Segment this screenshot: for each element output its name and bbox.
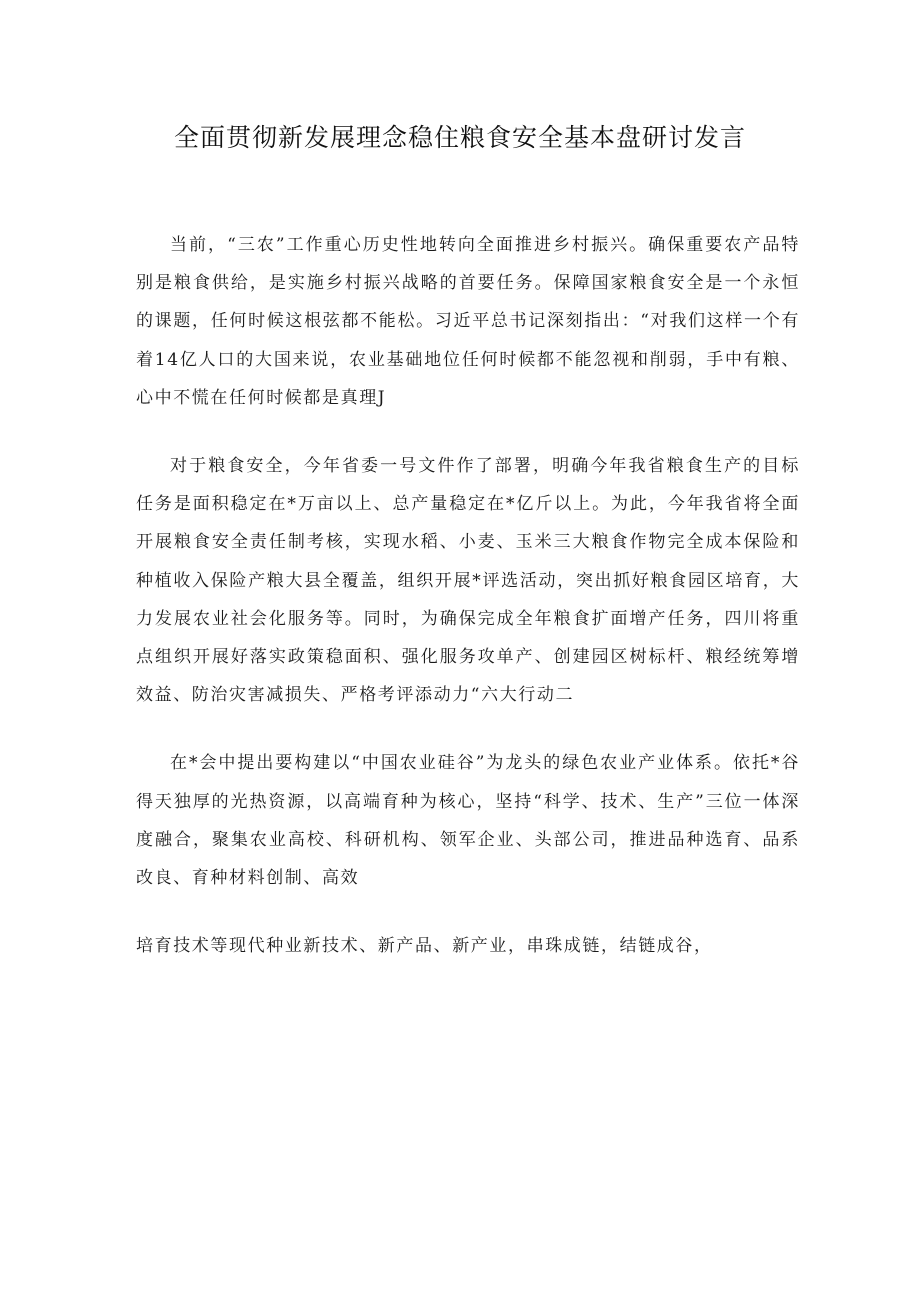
paragraph-continuation: 培育技术等现代种业新技术、新产品、新产业，串珠成链，结链成谷，: [136, 936, 713, 957]
document-body: [136, 226, 800, 965]
paragraph-provincial-plan: 对于粮食安全，今年省委一号文件作了部署，明确今年我省粮食生产的目标任务是面积稳定在*万亩以上、总产量稳定在*亿斤以上。为此，今年我省将全面开展粮食安全责任制考核，实现水稻、小麦、玉米三大粮食作物完全成本保险和种植收入保险产粮大县全覆盖，组织开展*评选活动，突出抓好粮食园区培育，大力发展农业社会化服务等。同时，为确保完成全年粮食扩面增产任务，四川将重点组织开展好落实政策稳面积、强化服务攻单产、创建园区树标杆、粮经统筹增效益、防治灾害减损失、严格考评添动力“六大行动二: [136, 456, 800, 706]
paragraph-intro: 当前，“三农”工作重心历史性地转向全面推进乡村振兴。确保重要农产品特别是粮食供给，是实施乡村振兴战略的首要任务。保障国家粮食安全是一个永恒的课题，任何时候这根弦都不能松。习近平总书记深刻指出：“对我们这样一个有着14亿人口的大国来说，农业基础地位任何时候都不能忽视和削弱，手中有粮、心中不慌在任何时候都是真理J: [136, 235, 800, 408]
paragraph-agri-valley: 在*会中提出要构建以“中国农业硅谷”为龙头的绿色农业产业体系。依托*谷得天独厚的光热资源，以高端育种为核心，坚持“科学、技术、生产”三位一体深度融合，聚集农业高校、科研机构、领军企业、头部公司，推进品种选育、品系改良、育种材料创制、高效: [136, 753, 800, 889]
document-title: 全面贯彻新发展理念稳住粮食安全基本盘研讨发言: [173, 123, 746, 152]
